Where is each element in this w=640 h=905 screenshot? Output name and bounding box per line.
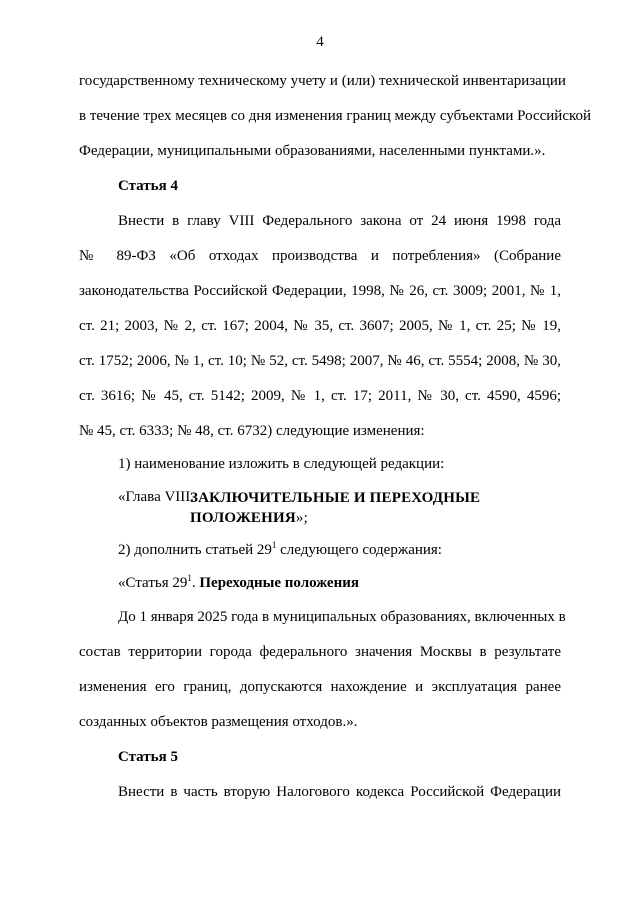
list-item-text: 2) дополнить статьей 29 — [118, 542, 272, 558]
new-article-title: Переходные положения — [199, 575, 359, 591]
paragraph-line: ст. 3616; № 45, ст. 5142; 2009, № 1, ст. 17; 2011, № 30, ст. 4590, 4596; — [79, 388, 561, 404]
new-article-label: «Статья 29 — [118, 575, 188, 591]
article-heading: Статья 5 — [118, 749, 178, 765]
paragraph-line: До 1 января 2025 года в муниципальных образованиях, включенных в — [118, 609, 566, 625]
paragraph-line: № 89-ФЗ «Об отходах производства и потребления» (Собрание — [79, 248, 561, 264]
new-article-dot: . — [191, 575, 200, 591]
paragraph-line: ст. 1752; 2006, № 1, ст. 10; № 52, ст. 5498; 2007, № 46, ст. 5554; 2008, № 30, — [79, 353, 561, 369]
paragraph-line: государственному техническому учету и (или) технической инвентаризации — [79, 73, 566, 89]
paragraph-line: созданных объектов размещения отходов.». — [79, 714, 358, 730]
chapter-label: «Глава VIII. — [118, 489, 195, 505]
list-item: 1) наименование изложить в следующей редакции: — [118, 456, 445, 472]
new-article-heading — [118, 574, 561, 592]
superscript: 1 — [271, 540, 277, 550]
chapter-title-line: ЗАКЛЮЧИТЕЛЬНЫЕ И ПЕРЕХОДНЫЕ — [190, 490, 481, 506]
page-number: 4 — [316, 34, 324, 50]
paragraph-line: Внести в часть вторую Налогового кодекса Российской Федерации — [118, 784, 561, 800]
paragraph-line: ст. 21; 2003, № 2, ст. 167; 2004, № 35, ст. 3607; 2005, № 1, ст. 25; № 19, — [79, 318, 561, 334]
chapter-title-line — [190, 508, 480, 528]
list-item-text: следующего содержания: — [276, 542, 442, 558]
paragraph-line: состав территории города федерального значения Москвы в результате — [79, 644, 561, 660]
superscript: 1 — [187, 573, 192, 583]
paragraph-line: изменения его границ, допускаются нахождение и эксплуатация ранее — [79, 679, 561, 695]
paragraph-line: № 45, ст. 6333; № 48, ст. 6732) следующие изменения: — [79, 423, 425, 439]
list-item — [118, 541, 561, 559]
chapter-title-end: »; — [295, 510, 308, 526]
paragraph-line: законодательства Российской Федерации, 1998, № 26, ст. 3009; 2001, № 1, — [79, 283, 561, 299]
paragraph-line: Внести в главу VIII Федерального закона от 24 июня 1998 года — [118, 213, 561, 229]
article-heading: Статья 4 — [118, 178, 178, 194]
chapter-title-word: ПОЛОЖЕНИЯ — [190, 510, 296, 526]
chapter-title — [190, 488, 480, 528]
paragraph-line: в течение трех месяцев со дня изменения границ между субъектами Российской — [79, 108, 592, 124]
paragraph-line: Федерации, муниципальными образованиями, населенными пунктами.». — [79, 143, 546, 159]
